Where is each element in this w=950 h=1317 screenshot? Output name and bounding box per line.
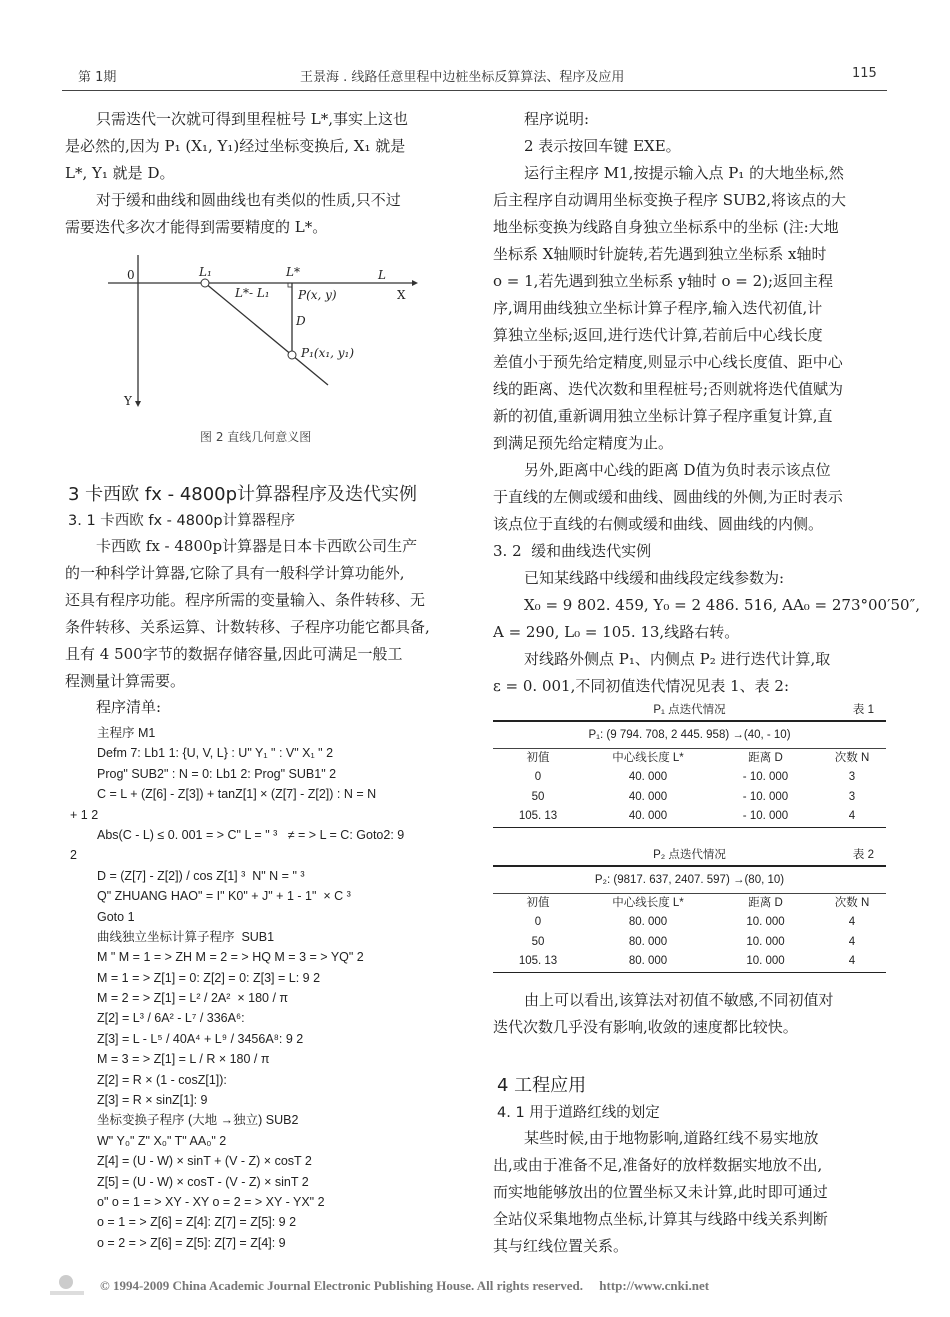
table-cell: 105. 13 — [518, 955, 558, 967]
table-cell: 0 — [534, 916, 542, 928]
text-line: 由上可以看出,该算法对初值不敏感,不同初值对 — [524, 991, 834, 1009]
y-axis-arrow — [135, 401, 141, 407]
text-line: Z[2] = R × (1 - cosZ[1]): — [97, 1072, 227, 1087]
table-cell: - 10. 000 — [742, 810, 789, 822]
table-cell: 40. 000 — [628, 790, 668, 803]
cnki-url[interactable]: http://www.cnki.net — [599, 1278, 710, 1293]
text-line: 只需迭代一次就可得到里程桩号 L*,事实上这也 — [96, 110, 408, 128]
table-cell: 80. 000 — [628, 916, 668, 928]
text-line: Defm 7: Lb1 1: {U, V, L} : U" Y₁ " : V" X₁ " 2 — [97, 746, 334, 761]
table-row — [493, 768, 886, 788]
text-line: L*, Y₁ 就是 D。 — [65, 164, 175, 182]
table-rule — [493, 827, 886, 829]
section-3-1-heading: 3. 1 卡西欧 fx - 4800p计算器程序 — [68, 513, 296, 529]
table-title — [493, 700, 886, 720]
text-line: 卡西欧 fx - 4800p计算器是日本卡西欧公司生产 — [96, 537, 418, 555]
table-cell: 50 — [531, 935, 545, 948]
text-line: Z[3] = R × sinZ[1]: 9 — [97, 1093, 208, 1108]
text-line: 还具有程序功能。程序所需的变量输入、条件转移、无 — [65, 591, 426, 609]
table-cell: 80. 000 — [628, 935, 668, 948]
table-cell: 4 — [848, 810, 856, 822]
table-row — [493, 952, 886, 972]
text-line: + 1 2 — [70, 807, 99, 822]
table-rule — [493, 972, 886, 974]
running-title: 王景海 . 线路任意里程中边桩坐标反算算法、程序及应用 — [300, 70, 625, 85]
text-line: 对线路外侧点 P₁、内侧点 P₂ 进行迭代计算,取 — [524, 650, 831, 668]
text-line: 曲线独立坐标计算子程序 SUB1 — [97, 929, 275, 944]
text-line: 程测量计算需要。 — [65, 672, 186, 690]
table-number: 表 1 — [852, 704, 874, 716]
text-line: M = 3 = > Z[1] = L / R × 180 / π — [97, 1052, 270, 1067]
copyright-text: © 1994-2009 China Academic Journal Electronic Publishing House. All rights reserved. — [100, 1278, 584, 1293]
text-line: 于直线的左侧或缓和曲线、圆曲线的外侧,为正时表示 — [493, 488, 843, 506]
text-line: 而实地能够放出的位置坐标又未计算,此时即可通过 — [493, 1183, 828, 1201]
text-line: Q" ZHUANG HAO" = I" K0" + J" + 1 - 1" × C ³ — [97, 889, 351, 904]
figure-caption: 图 2 直线几何意义图 — [200, 430, 312, 444]
table-header-row — [493, 749, 886, 769]
text-line: 对于缓和曲线和圆曲线也有类似的性质,只不过 — [96, 191, 401, 209]
text-line: 2 — [70, 848, 77, 863]
issue-number: 第 1期 — [78, 70, 117, 85]
text-line: 程序说明: — [524, 110, 590, 128]
lstar-minus-l1-label: L*- L₁ — [235, 286, 270, 300]
text-line: Z[2] = L³ / 6A² - L⁷ / 336A⁶: — [97, 1011, 245, 1026]
text-line: Goto 1 — [97, 909, 135, 924]
header-rule — [62, 90, 887, 91]
text-line: 需要迭代多次才能得到需要精度的 L*。 — [65, 218, 328, 236]
table-cell: 10. 000 — [746, 916, 785, 928]
section-4-heading: 4 工程应用 — [497, 1075, 587, 1096]
table-cell: 80. 000 — [628, 955, 668, 967]
column-header: 次数 N — [834, 896, 870, 909]
text-line: 坐标变换子程序 (大地 →独立) SUB2 — [97, 1113, 299, 1128]
text-line: Z[3] = L - L⁵ / 40A⁴ + L⁹ / 3456A⁸: 9 2 — [97, 1031, 304, 1046]
table-cell: 3 — [848, 790, 856, 803]
text-line: Z[4] = (U - W) × sinT + (V - Z) × cosT 2 — [97, 1154, 312, 1169]
iteration-table-1 — [493, 700, 886, 828]
table-cell: 3 — [848, 771, 856, 783]
table-cell: 40. 000 — [628, 771, 668, 783]
table-row — [493, 788, 886, 808]
text-line: 运行主程序 M1,按提示输入点 P₁ 的大地坐标,然 — [524, 164, 844, 182]
text-line: 该点位于直线的右侧或缓和曲线、圆曲线的内侧。 — [493, 515, 824, 533]
column-header: 距离 D — [748, 751, 783, 764]
text-line: o = 1 = > Z[6] = Z[4]: Z[7] = Z[5]: 9 2 — [97, 1215, 297, 1230]
p1-label: P₁(x₁, y₁) — [301, 346, 355, 360]
column-header: 中心线长度 L* — [612, 896, 684, 909]
point-p1 — [288, 351, 296, 359]
section-4-1-paragraph — [493, 1125, 893, 1260]
text-line: 已知某线路中线缓和曲线段定线参数为: — [524, 569, 785, 587]
copyright-notice — [100, 1278, 709, 1294]
table-cell: 105. 13 — [518, 810, 558, 822]
text-line: 且有 4 500字节的数据存储容量,因此可满足一般工 — [65, 645, 403, 663]
text-line: X₀ = 9 802. 459, Y₀ = 2 486. 516, AA₀ = 273°00′50″, — [524, 596, 920, 614]
table-cell: - 10. 000 — [742, 771, 789, 783]
text-line: 某些时候,由于地物影响,道路红线不易实地放 — [524, 1129, 819, 1147]
text-line: 迭代次数几乎没有影响,收敛的速度都比较快。 — [493, 1018, 798, 1036]
column-header: 次数 N — [834, 751, 870, 764]
section-4-1-heading: 4. 1 用于道路红线的划定 — [497, 1105, 660, 1121]
origin-label: 0 — [127, 268, 135, 282]
table-cell: - 10. 000 — [742, 790, 789, 803]
text-line: 地坐标变换为线路自身独立坐标系中的坐标 (注:大地 — [493, 218, 839, 236]
table-cell: 4 — [848, 955, 856, 967]
text-line: 条件转移、关系运算、计数转移、子程序功能它都具备, — [65, 618, 430, 636]
table-cell: 50 — [531, 790, 545, 803]
text-line: 的一种科学计算器,它除了具有一般科学计算功能外, — [65, 564, 405, 582]
text-line: M = 1 = > Z[1] = 0: Z[2] = 0: Z[3] = L: 9 2 — [97, 970, 321, 985]
text-line: D = (Z[7] - Z[2]) / cos Z[1] ³ N" N = " ³ — [97, 868, 305, 883]
text-line: Prog" SUB2" : N = 0: Lb1 2: Prog" SUB1" 2 — [97, 766, 337, 781]
text-line: M " M = 1 = > ZH M = 2 = > HQ M = 3 = > YQ" 2 — [97, 950, 364, 965]
text-line: 线的距离、迭代次数和里程桩号;否则就将迭代值赋为 — [493, 380, 844, 398]
column-header: 初值 — [526, 896, 550, 909]
table-cell: 10. 000 — [746, 935, 785, 948]
section-3-heading: 3 卡西欧 fx - 4800p计算器程序及迭代实例 — [68, 484, 418, 505]
text-line: W" Y₀" Z" X₀" T" AA₀" 2 — [97, 1133, 227, 1148]
program-list-label: 程序清单: — [96, 698, 162, 716]
text-line: 到满足预先给定精度为止。 — [493, 434, 674, 452]
d-label: D — [296, 314, 306, 328]
program-list-label-wrap — [65, 694, 465, 721]
table-coordinate-row: P₂: (9817. 637, 2407. 597) →(80, 10) — [594, 873, 785, 886]
text-line: 全站仪采集地物点坐标,计算其与线路中线关系判断 — [493, 1210, 828, 1228]
text-line: 其与红线位置关系。 — [493, 1237, 629, 1255]
text-line: 主程序 M1 — [97, 726, 156, 740]
program-notes — [493, 106, 920, 700]
text-line: o = 1,若先遇到独立坐标系 y轴时 o = 2);返回主程 — [493, 272, 834, 290]
table-number: 表 2 — [852, 849, 874, 861]
table-row — [493, 807, 886, 827]
table-header-row — [493, 894, 886, 914]
cnki-logo-icon — [48, 1272, 88, 1298]
table-caption: P₁ 点迭代情况 — [653, 704, 726, 716]
text-line: A = 290, L₀ = 105. 13,线路右转。 — [493, 623, 740, 641]
l1-label: L₁ — [199, 265, 212, 279]
text-line: 坐标系 X轴顺时针旋转,若先遇到独立坐标系 x轴时 — [493, 245, 827, 263]
text-line: o" o = 1 = > XY - XY o = 2 = > XY - YX" 2 — [97, 1194, 325, 1209]
section-3-1-paragraph — [65, 533, 465, 695]
table-title — [493, 845, 886, 865]
table-cell: 0 — [534, 771, 542, 783]
text-line: M = 2 = > Z[1] = L² / 2A² × 180 / π — [97, 991, 289, 1006]
table-row — [493, 913, 886, 933]
column-header: 中心线长度 L* — [612, 751, 684, 764]
l-label: L — [378, 268, 386, 282]
table-caption: P₂ 点迭代情况 — [653, 849, 726, 861]
page-number: 115 — [852, 66, 877, 81]
text-line: 算独立坐标;返回,进行迭代计算,若前后中心线长度 — [493, 326, 823, 344]
y-axis-label: Y — [124, 394, 132, 408]
conclusion-paragraph — [493, 987, 893, 1041]
p-label: P(x, y) — [298, 288, 337, 302]
table-cell: 4 — [848, 916, 856, 928]
column-header: 距离 D — [748, 896, 783, 909]
text-line: C = L + (Z[6] - Z[3]) + tanZ[1] × (Z[7] - Z[2]) : N = N — [97, 787, 377, 802]
text-line: 新的初值,重新调用独立坐标计算子程序重复计算,直 — [493, 407, 833, 425]
iteration-table-2 — [493, 845, 886, 973]
lstar-label: L* — [286, 265, 300, 279]
text-line: 2 表示按回车键 EXE。 — [524, 137, 681, 155]
text-line: 后主程序自动调用坐标变换子程序 SUB2,将该点的大 — [493, 191, 847, 209]
table-cell: 4 — [848, 935, 856, 948]
text-line: 是必然的,因为 P₁ (X₁, Y₁)经过坐标变换后, X₁ 就是 — [65, 137, 406, 155]
text-line: o = 2 = > Z[6] = Z[5]: Z[7] = Z[4]: 9 — [97, 1235, 286, 1250]
text-line: 出,或由于准备不足,准备好的放样数据实地放不出, — [493, 1156, 823, 1174]
x-axis-label: X — [397, 288, 406, 302]
program-listing — [70, 723, 465, 1253]
text-line: 差值小于预先给定精度,则显示中心线长度值、距中心 — [493, 353, 843, 371]
text-line: Abs(C - L) ≤ 0. 001 = > C" L = " ³ ≠ = > L = C: Goto2: 9 — [97, 827, 405, 842]
table-cell: 10. 000 — [746, 955, 785, 967]
point-l1 — [201, 279, 209, 287]
table-row — [493, 933, 886, 953]
table-cell: 40. 000 — [628, 810, 668, 822]
text-line: Z[5] = (U - W) × cosT - (V - Z) × sinT 2 — [97, 1174, 309, 1189]
text-line: ε = 0. 001,不同初值迭代情况见表 1、表 2: — [493, 677, 790, 695]
intro-paragraph — [65, 106, 465, 241]
text-line: 3. 2 缓和曲线迭代实例 — [493, 542, 652, 560]
text-line: 另外,距离中心线的距离 D值为负时表示该点位 — [524, 461, 831, 479]
column-header: 初值 — [526, 751, 550, 764]
text-line: 序,调用曲线独立坐标计算子程序,输入迭代初值,计 — [493, 299, 823, 317]
table-coordinate-row: P₁: (9 794. 708, 2 445. 958) →(40, - 10) — [588, 728, 791, 741]
x-axis-arrow — [412, 280, 418, 286]
figure-2-line-geometry — [100, 255, 440, 425]
